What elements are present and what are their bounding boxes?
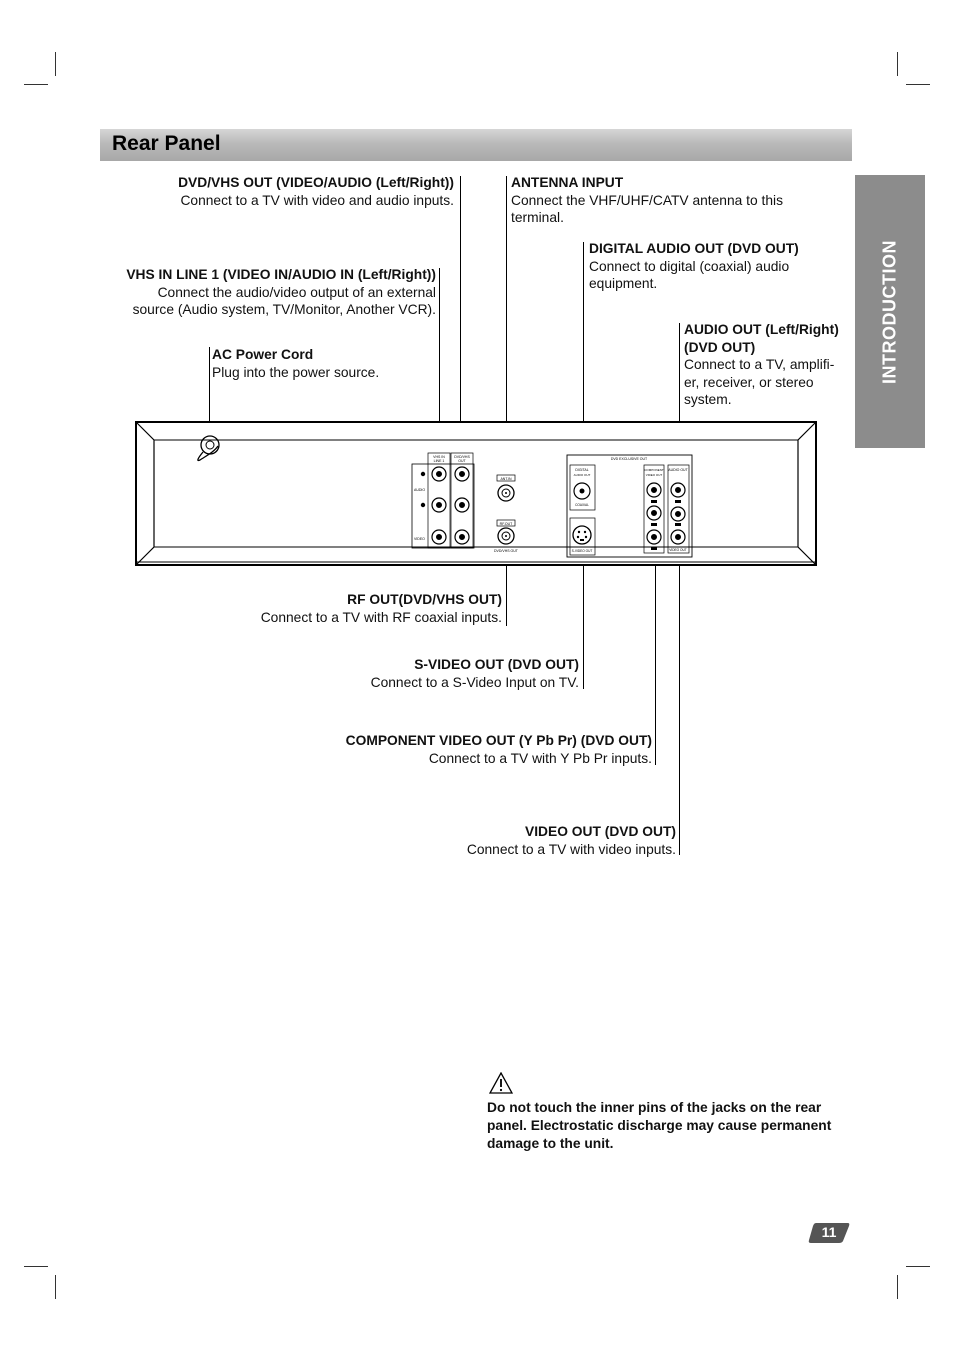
warning-triangle-icon [489, 1072, 513, 1094]
label-text: Connect to a S-Video Input on TV. [370, 674, 579, 690]
panel-label: AUDIO [414, 488, 426, 492]
chapter-tab-label: INTRODUCTION [879, 239, 900, 384]
panel-label: VIDEO [414, 537, 425, 541]
label-text: Connect to digital (coaxial) audio equipment. [589, 258, 790, 291]
panel-label: VHS IN [433, 455, 445, 459]
label-title: RF OUT(DVD/VHS OUT) [347, 592, 502, 607]
label-text: Connect to a TV with video and audio inputs. [180, 192, 454, 208]
label-text: Connect to a TV with RF coaxial inputs. [260, 609, 502, 625]
label-title: VHS IN LINE 1 (VIDEO IN/AUDIO IN (Left/Right)) [126, 267, 436, 282]
caution-text: Do not touch the inner pins of the jacks on the rear panel. Electrostatic discharge may cause permanent damage to the unit. [487, 1100, 832, 1151]
page-number: 11 [821, 1224, 837, 1240]
panel-label: COAXIAL [575, 503, 589, 507]
label-title: DVD/VHS OUT (VIDEO/AUDIO (Left/Right)) [178, 175, 454, 190]
label-text: source (Audio system, TV/Monitor, Another VCR). [132, 302, 436, 317]
label-title: AUDIO OUT (Left/Right) [684, 322, 839, 337]
panel-label: ANT.IN [500, 477, 512, 481]
panel-label: OUT [458, 459, 466, 463]
panel-label: VIDEO OUT [645, 473, 663, 477]
label-title: VIDEO OUT (DVD OUT) [525, 824, 676, 839]
label-title: (DVD OUT) [684, 339, 756, 355]
panel-label: COMPONENT [644, 468, 664, 472]
label-text: Plug into the power source. [212, 364, 380, 380]
label-text: Connect the VHF/UHF/CATV antenna to this terminal. [511, 192, 783, 225]
label-title: DIGITAL AUDIO OUT (DVD OUT) [589, 241, 799, 256]
label-text: system. [684, 392, 732, 407]
panel-label: DIGITAL [575, 468, 589, 472]
label-title: ANTENNA INPUT [511, 175, 624, 190]
page-title: Rear Panel [112, 132, 221, 155]
panel-label: AUDIO OUT [573, 473, 591, 477]
panel-label: DVD/VHS OUT [494, 549, 518, 553]
label-text: Connect to a TV, amplifi- [684, 357, 835, 372]
label-text: er, receiver, or stereo [684, 374, 814, 390]
panel-label: LINE 1 [433, 459, 445, 463]
page-number-badge [808, 1222, 850, 1244]
panel-label: DVD/VHS [454, 455, 470, 459]
panel-label: AUDIO OUT [668, 468, 688, 472]
label-text: Connect to a TV with Y Pb Pr inputs. [428, 750, 652, 766]
label-text: Connect the audio/video output of an external [157, 284, 436, 300]
label-text: Connect to a TV with video inputs. [466, 841, 676, 857]
label-title: AC Power Cord [212, 347, 314, 362]
panel-label: VIDEO OUT [669, 548, 687, 552]
panel-label: DVD EXCLUSIVE OUT [610, 457, 648, 461]
label-title: COMPONENT VIDEO OUT (Y Pb Pr) (DVD OUT) [345, 733, 652, 748]
panel-label: S-VIDEO OUT [571, 549, 593, 553]
label-title: S-VIDEO OUT (DVD OUT) [414, 657, 579, 672]
panel-label: RF.OUT [499, 522, 513, 526]
